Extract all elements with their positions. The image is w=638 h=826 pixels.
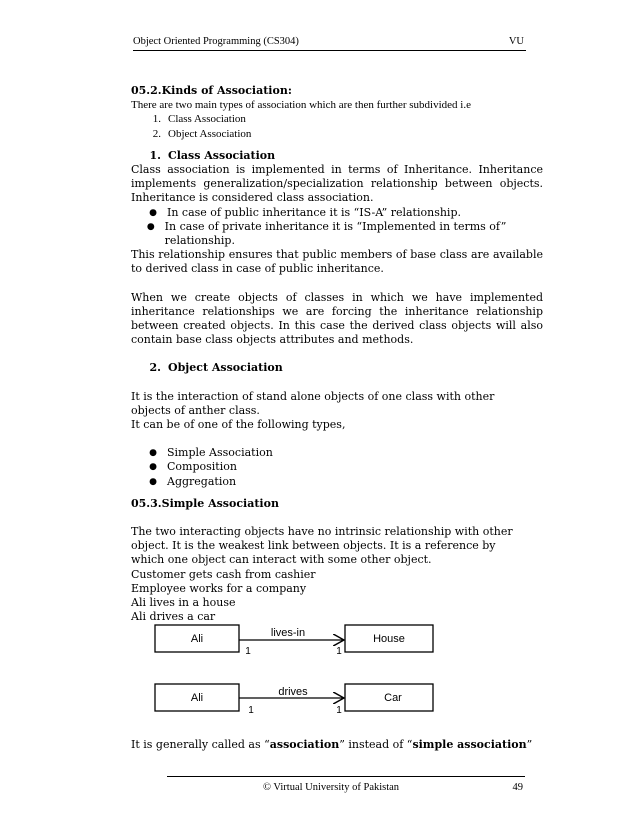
multiplicity-label: 1 [248, 705, 254, 716]
bullet-icon: ● [149, 462, 157, 473]
footer-rule [167, 776, 525, 777]
list-item-label: Class Association [168, 113, 246, 126]
inheritance-objects-paragraph: When we create objects of classes in which we have implemented inheritance relationships we are forcing the inheritance relationship between created objects. In this case the derived class objects will also contain base class objects attributes and methods. [131, 290, 543, 347]
closing-text: It is generally called as “ [131, 738, 270, 751]
page-footer [167, 776, 525, 793]
object-association-types-intro: It can be of one of the following types, [131, 418, 346, 432]
closing-text: ” instead of “ [339, 738, 413, 751]
list-item-number: 1. [152, 113, 161, 126]
bullet-text: Composition [167, 460, 237, 474]
public-members-paragraph: This relationship ensures that public members of base class are available to derived class in case of public inheritance. [131, 248, 543, 276]
bullet-icon: ● [149, 207, 157, 218]
object-association-paragraph: It is the interaction of stand alone objects of one class with other objects of anther class. [131, 389, 495, 417]
bullet-icon: ● [146, 221, 155, 232]
class-box-label: Ali [190, 692, 204, 704]
example-line: Employee works for a company [131, 581, 307, 595]
header-institute: VU [508, 36, 524, 47]
association-label: drives [278, 686, 308, 698]
kinds-intro-text: There are two main types of association which are then further subdivided i.e [131, 99, 471, 112]
bullet-icon: ● [149, 476, 157, 487]
page-number: 49 [512, 782, 523, 793]
header-course-title: Object Oriented Programming (CS304) [133, 36, 299, 47]
list-item-number: 2. [152, 127, 161, 140]
bullet-text: In case of private inheritance it is “Implemented in terms of” relationship. [164, 219, 507, 248]
example-line: Customer gets cash from cashier [131, 567, 316, 581]
subheading-number: 1. [149, 148, 161, 162]
multiplicity-label: 1 [336, 705, 342, 716]
bullet-text: In case of public inheritance it is “IS-A” relationship. [167, 205, 461, 219]
simple-association-paragraph: The two interacting objects have no intrinsic relationship with other object. It is the weakest link between objects. It is a reference by which one object can interact with some other object. [131, 525, 513, 567]
closing-text: ” [526, 738, 533, 751]
section-heading-simple-association: 05.3.Simple Association [131, 496, 279, 510]
bullet-text: Aggregation [167, 474, 237, 488]
class-box-label: Car [384, 692, 402, 704]
footer-copyright: © Virtual University of Pakistan [263, 782, 400, 793]
bullet-icon: ● [149, 448, 157, 459]
multiplicity-label: 1 [245, 646, 251, 657]
subheading-number: 2. [149, 361, 161, 375]
closing-term: association [269, 738, 340, 751]
example-line: Ali drives a car [131, 610, 216, 624]
subheading-label: Object Association [168, 361, 283, 375]
class-box-label: House [373, 633, 405, 645]
example-line: Ali lives in a house [131, 596, 236, 610]
bullet-text: Simple Association [167, 446, 273, 460]
closing-term: simple association [412, 738, 527, 751]
list-item-label: Object Association [168, 127, 252, 140]
section-heading-kinds-of-association: 05.2.Kinds of Association: [131, 84, 292, 97]
subheading-label: Class Association [168, 148, 276, 162]
closing-sentence [131, 738, 532, 751]
multiplicity-label: 1 [336, 646, 342, 657]
association-label: lives-in [270, 627, 306, 639]
class-association-paragraph: Class association is implemented in terms of Inheritance. Inheritance implements generalization/specialization relationship between objects. Inheritance is considered class association. [131, 163, 543, 205]
class-box-label: Ali [190, 633, 204, 645]
